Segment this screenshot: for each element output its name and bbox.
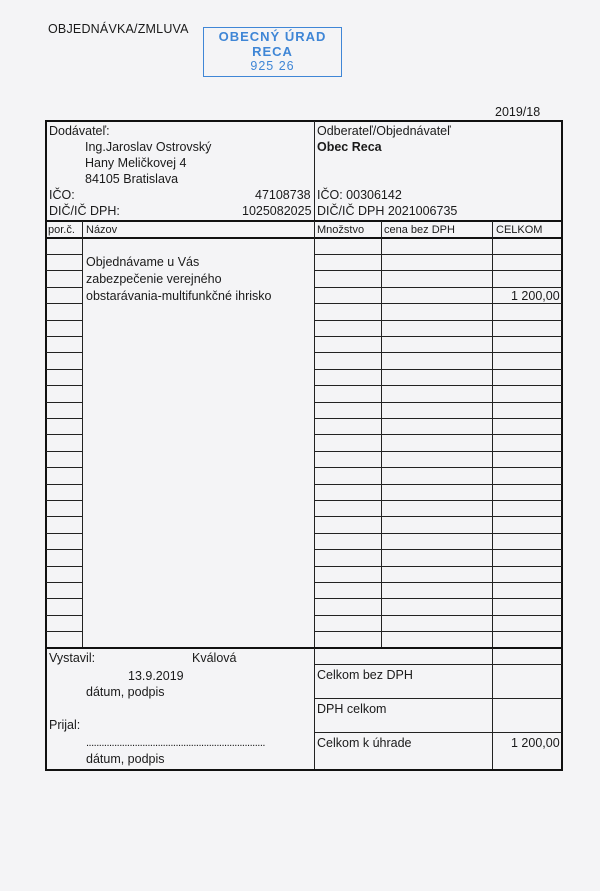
table-row-line bbox=[46, 270, 82, 271]
table-row-line bbox=[46, 254, 82, 255]
table-row-line bbox=[315, 270, 562, 271]
customer-heading: Odberateľ/Objednávateľ bbox=[317, 124, 451, 138]
table-row-line bbox=[46, 615, 82, 616]
table-row-line bbox=[315, 500, 562, 501]
stamp-line-3: 925 26 bbox=[250, 59, 295, 73]
table-row-line bbox=[46, 549, 82, 550]
supplier-heading: Dodávateľ: bbox=[49, 124, 110, 138]
table-row-line bbox=[46, 582, 82, 583]
col-header-number: por.č. bbox=[48, 224, 75, 236]
table-row-line bbox=[46, 336, 82, 337]
table-row-line bbox=[46, 500, 82, 501]
table-row-line bbox=[315, 451, 562, 452]
supplier-ico-label: IČO: bbox=[49, 188, 75, 202]
issued-date: 13.9.2019 bbox=[128, 669, 184, 683]
header-bottom-line bbox=[45, 237, 563, 239]
supplier-street: Hany Meličkovej 4 bbox=[85, 156, 187, 170]
col-header-quantity: Množstvo bbox=[317, 224, 365, 236]
table-row-line bbox=[315, 615, 562, 616]
table-row-line bbox=[46, 467, 82, 468]
table-row-line bbox=[315, 434, 562, 435]
party-box-bottom bbox=[45, 220, 563, 222]
signature-dotted-line: ...................................................................... bbox=[86, 737, 265, 749]
footer-totals-divider bbox=[492, 648, 493, 770]
col-header-total: CELKOM bbox=[496, 224, 543, 236]
col-header-name: Názov bbox=[86, 224, 118, 236]
col-line-number bbox=[82, 221, 83, 648]
table-row-line bbox=[315, 254, 562, 255]
table-row-line bbox=[46, 320, 82, 321]
table-row-line bbox=[46, 631, 82, 632]
table-row-line bbox=[315, 533, 562, 534]
total-due-value: 1 200,00 bbox=[511, 736, 560, 750]
table-row-line bbox=[315, 566, 562, 567]
form-bottom-line bbox=[45, 769, 563, 771]
table-row-line bbox=[315, 336, 562, 337]
table-row-line bbox=[46, 402, 82, 403]
table-row-line bbox=[315, 467, 562, 468]
table-row-line bbox=[46, 484, 82, 485]
footer-row-line-2 bbox=[315, 698, 562, 699]
item-line-2: zabezpečenie verejného bbox=[86, 272, 222, 286]
table-row-line bbox=[46, 434, 82, 435]
table-row-line bbox=[315, 484, 562, 485]
table-row-line bbox=[46, 369, 82, 370]
item-total: 1 200,00 bbox=[511, 289, 560, 303]
table-row-line bbox=[315, 516, 562, 517]
supplier-dic: 1025082025 bbox=[242, 204, 312, 218]
form-left-border bbox=[45, 120, 47, 771]
party-divider bbox=[314, 121, 315, 221]
table-row-line bbox=[315, 385, 562, 386]
table-row-line bbox=[315, 369, 562, 370]
table-row-line bbox=[315, 303, 562, 304]
received-label: Prijal: bbox=[49, 718, 81, 732]
party-box-top bbox=[45, 120, 563, 122]
form-right-border bbox=[561, 120, 563, 771]
order-number: 2019/18 bbox=[495, 105, 541, 119]
stamp-line-2: RECA bbox=[252, 44, 293, 59]
table-row-line bbox=[315, 631, 562, 632]
supplier-dic-label: DIČ/IČ DPH: bbox=[49, 204, 120, 218]
item-line-3: obstarávania-multifunkčné ihrisko bbox=[86, 289, 272, 303]
document-title: OBJEDNÁVKA/ZMLUVA bbox=[48, 22, 189, 36]
footer-top-line bbox=[45, 647, 563, 649]
table-row-line bbox=[46, 516, 82, 517]
table-row-line bbox=[46, 566, 82, 567]
table-row-line bbox=[315, 582, 562, 583]
table-row-line bbox=[46, 533, 82, 534]
stamp-line-1: OBECNÝ ÚRAD bbox=[218, 29, 327, 44]
supplier-name: Ing.Jaroslav Ostrovský bbox=[85, 140, 212, 154]
issued-by: Kválová bbox=[192, 651, 237, 665]
table-row-line bbox=[46, 352, 82, 353]
col-header-price: cena bez DPH bbox=[384, 224, 455, 236]
footer-row-line-1 bbox=[315, 664, 562, 665]
table-row-line bbox=[46, 418, 82, 419]
supplier-ico: 47108738 bbox=[255, 188, 311, 202]
total-without-vat-label: Celkom bez DPH bbox=[317, 668, 413, 682]
table-row-line bbox=[315, 418, 562, 419]
footer-divider bbox=[314, 648, 315, 770]
table-row-line bbox=[315, 549, 562, 550]
table-row-line bbox=[315, 352, 562, 353]
customer-name: Obec Reca bbox=[317, 140, 382, 154]
vat-total-label: DPH celkom bbox=[317, 702, 387, 716]
table-row-line bbox=[46, 451, 82, 452]
table-row-line bbox=[46, 598, 82, 599]
received-date-sign-label: dátum, podpis bbox=[86, 752, 165, 766]
item-line-1: Objednávame u Vás bbox=[86, 255, 200, 269]
customer-ico: IČO: 00306142 bbox=[317, 188, 402, 202]
table-row-line bbox=[46, 287, 82, 288]
table-row-line bbox=[315, 598, 562, 599]
customer-dic: DIČ/IČ DPH 2021006735 bbox=[317, 204, 458, 218]
table-row-line bbox=[46, 303, 82, 304]
office-stamp bbox=[203, 27, 342, 77]
total-due-label: Celkom k úhrade bbox=[317, 736, 412, 750]
table-row-line bbox=[315, 287, 562, 288]
issued-label: Vystavil: bbox=[49, 651, 96, 665]
table-row-line bbox=[315, 402, 562, 403]
footer-row-line-3 bbox=[315, 732, 562, 733]
table-row-line bbox=[315, 320, 562, 321]
table-row-line bbox=[46, 385, 82, 386]
issued-date-sign-label: dátum, podpis bbox=[86, 685, 165, 699]
supplier-city: 84105 Bratislava bbox=[85, 172, 179, 186]
